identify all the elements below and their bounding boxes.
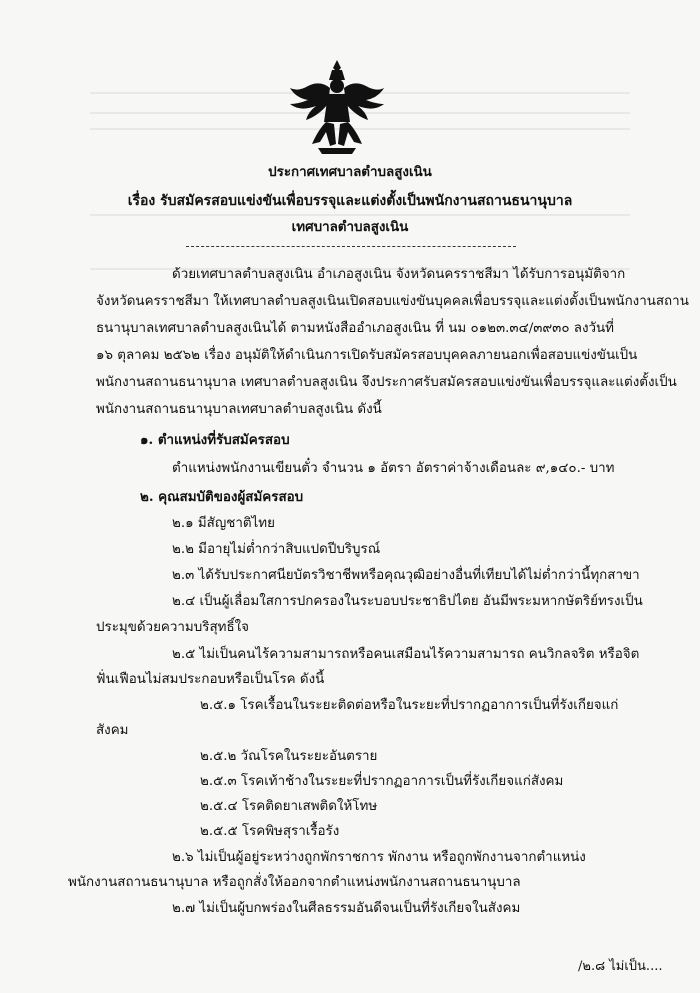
qualification-2-6-cont: พนักงานสถานธนานุบาล หรือถูกสั่งให้ออกจากตำแหน่งพนักงานสถานธนานุบาล xyxy=(68,875,521,890)
intro-line-2: จังหวัดนครราชสีมา ให้เทศบาลตำบลสูงเนินเปิดสอบแข่งขันบุคคลเพื่อบรรจุและแต่งตั้งเป็นพนักงานสถาน xyxy=(96,294,689,309)
qualification-2-7: ๒.๗ ไม่เป็นผู้บกพร่องในศีลธรรมอันดีจนเป็นที่รังเกียจในสังคม xyxy=(172,901,521,916)
separator-dashes xyxy=(186,246,516,247)
intro-line-6: พนักงานสถานธนานุบาลเทศบาลตำบลสูงเนิน ดังนี้ xyxy=(96,402,382,417)
show-through-mark xyxy=(90,214,630,216)
document-subtitle: เทศบาลตำบลสูงเนิน xyxy=(291,219,409,235)
position-line: ตำแหน่งพนักงานเขียนตั๋ว จำนวน ๑ อัตรา อัตราค่าจ้างเดือนละ ๙,๑๔๐.- บาท xyxy=(172,461,615,476)
qualification-2-4: ๒.๔ เป็นผู้เลื่อมใสการปกครองในระบอบประชาธิปไตย อันมีพระมหากษัตริย์ทรงเป็น xyxy=(172,594,643,609)
qualification-2-3: ๒.๓ ได้รับประกาศนียบัตรวิชาชีพหรือคุณวุฒิอย่างอื่นที่เทียบได้ไม่ต่ำกว่านี้ทุกสาขา xyxy=(172,568,640,583)
document-subject: เรื่อง รับสมัครสอบแข่งขันเพื่อบรรจุและแต่งตั้งเป็นพนักงานสถานธนานุบาล xyxy=(127,193,573,209)
intro-line-3: ธนานุบาลเทศบาลตำบลสูงเนินได้ ตามหนังสืออำเภอสูงเนิน ที่ นม ๐๑๒๓.๓๔/๓๙๓๐ ลงวันที่ xyxy=(96,321,615,336)
qualification-2-5-4: ๒.๕.๔ โรคติดยาเสพติดให้โทษ xyxy=(200,799,378,814)
garuda-emblem-icon xyxy=(288,58,386,158)
continuation-marker: /๒.๘ ไม่เป็น.... xyxy=(578,959,663,974)
qualification-2-5: ๒.๕ ไม่เป็นคนไร้ความสามารถหรือคนเสมือนไร้ความสามารถ คนวิกลจริต หรือจิต xyxy=(172,647,640,662)
qualification-2-5-2: ๒.๕.๒ วัณโรคในระยะอันตราย xyxy=(200,749,378,764)
intro-line-5: พนักงานสถานธนานุบาล เทศบาลตำบลสูงเนิน จึงประกาศรับสมัครสอบแข่งขันเพื่อบรรจุและแต่งตั้งเป็น xyxy=(96,375,677,390)
qualification-2-6: ๒.๖ ไม่เป็นผู้อยู่ระหว่างถูกพักราชการ พักงาน หรือถูกพักงานจากตำแหน่ง xyxy=(172,850,586,865)
qualification-2-5-1: ๒.๕.๑ โรคเรื้อนในระยะติดต่อหรือในระยะที่ปรากฏอาการเป็นที่รังเกียจแก่ xyxy=(200,698,619,713)
qualification-2-5-cont: ฟั่นเฟือนไม่สมประกอบหรือเป็นโรค ดังนี้ xyxy=(96,672,325,687)
qualification-2-5-3: ๒.๕.๓ โรคเท้าช้างในระยะที่ปรากฏอาการเป็นที่รังเกียจแก่สังคม xyxy=(200,774,564,789)
intro-line-4: ๑๖ ตุลาคม ๒๕๖๒ เรื่อง อนุมัติให้ดำเนินการเปิดรับสมัครสอบบุคคลภายนอกเพื่อสอบแข่งขันเป็น xyxy=(96,348,638,363)
document-title: ประกาศเทศบาลตำบลสูงเนิน xyxy=(268,164,432,180)
qualification-2-2: ๒.๒ มีอายุไม่ต่ำกว่าสิบแปดปีบริบูรณ์ xyxy=(172,542,381,557)
qualification-2-4-cont: ประมุขด้วยความบริสุทธิ์ใจ xyxy=(96,620,249,635)
qualification-2-5-5: ๒.๕.๕ โรคพิษสุราเรื้อรัง xyxy=(200,824,340,839)
qualification-2-5-1-cont: สังคม xyxy=(96,723,129,738)
section-1-heading: ๑. ตำแหน่งที่รับสมัครสอบ xyxy=(140,432,290,448)
qualification-2-1: ๒.๑ มีสัญชาติไทย xyxy=(172,516,275,531)
section-2-heading: ๒. คุณสมบัติของผู้สมัครสอบ xyxy=(140,489,304,505)
intro-line-1: ด้วยเทศบาลตำบลสูงเนิน อำเภอสูงเนิน จังหวัดนครราชสีมา ได้รับการอนุมัติจาก xyxy=(172,267,626,282)
